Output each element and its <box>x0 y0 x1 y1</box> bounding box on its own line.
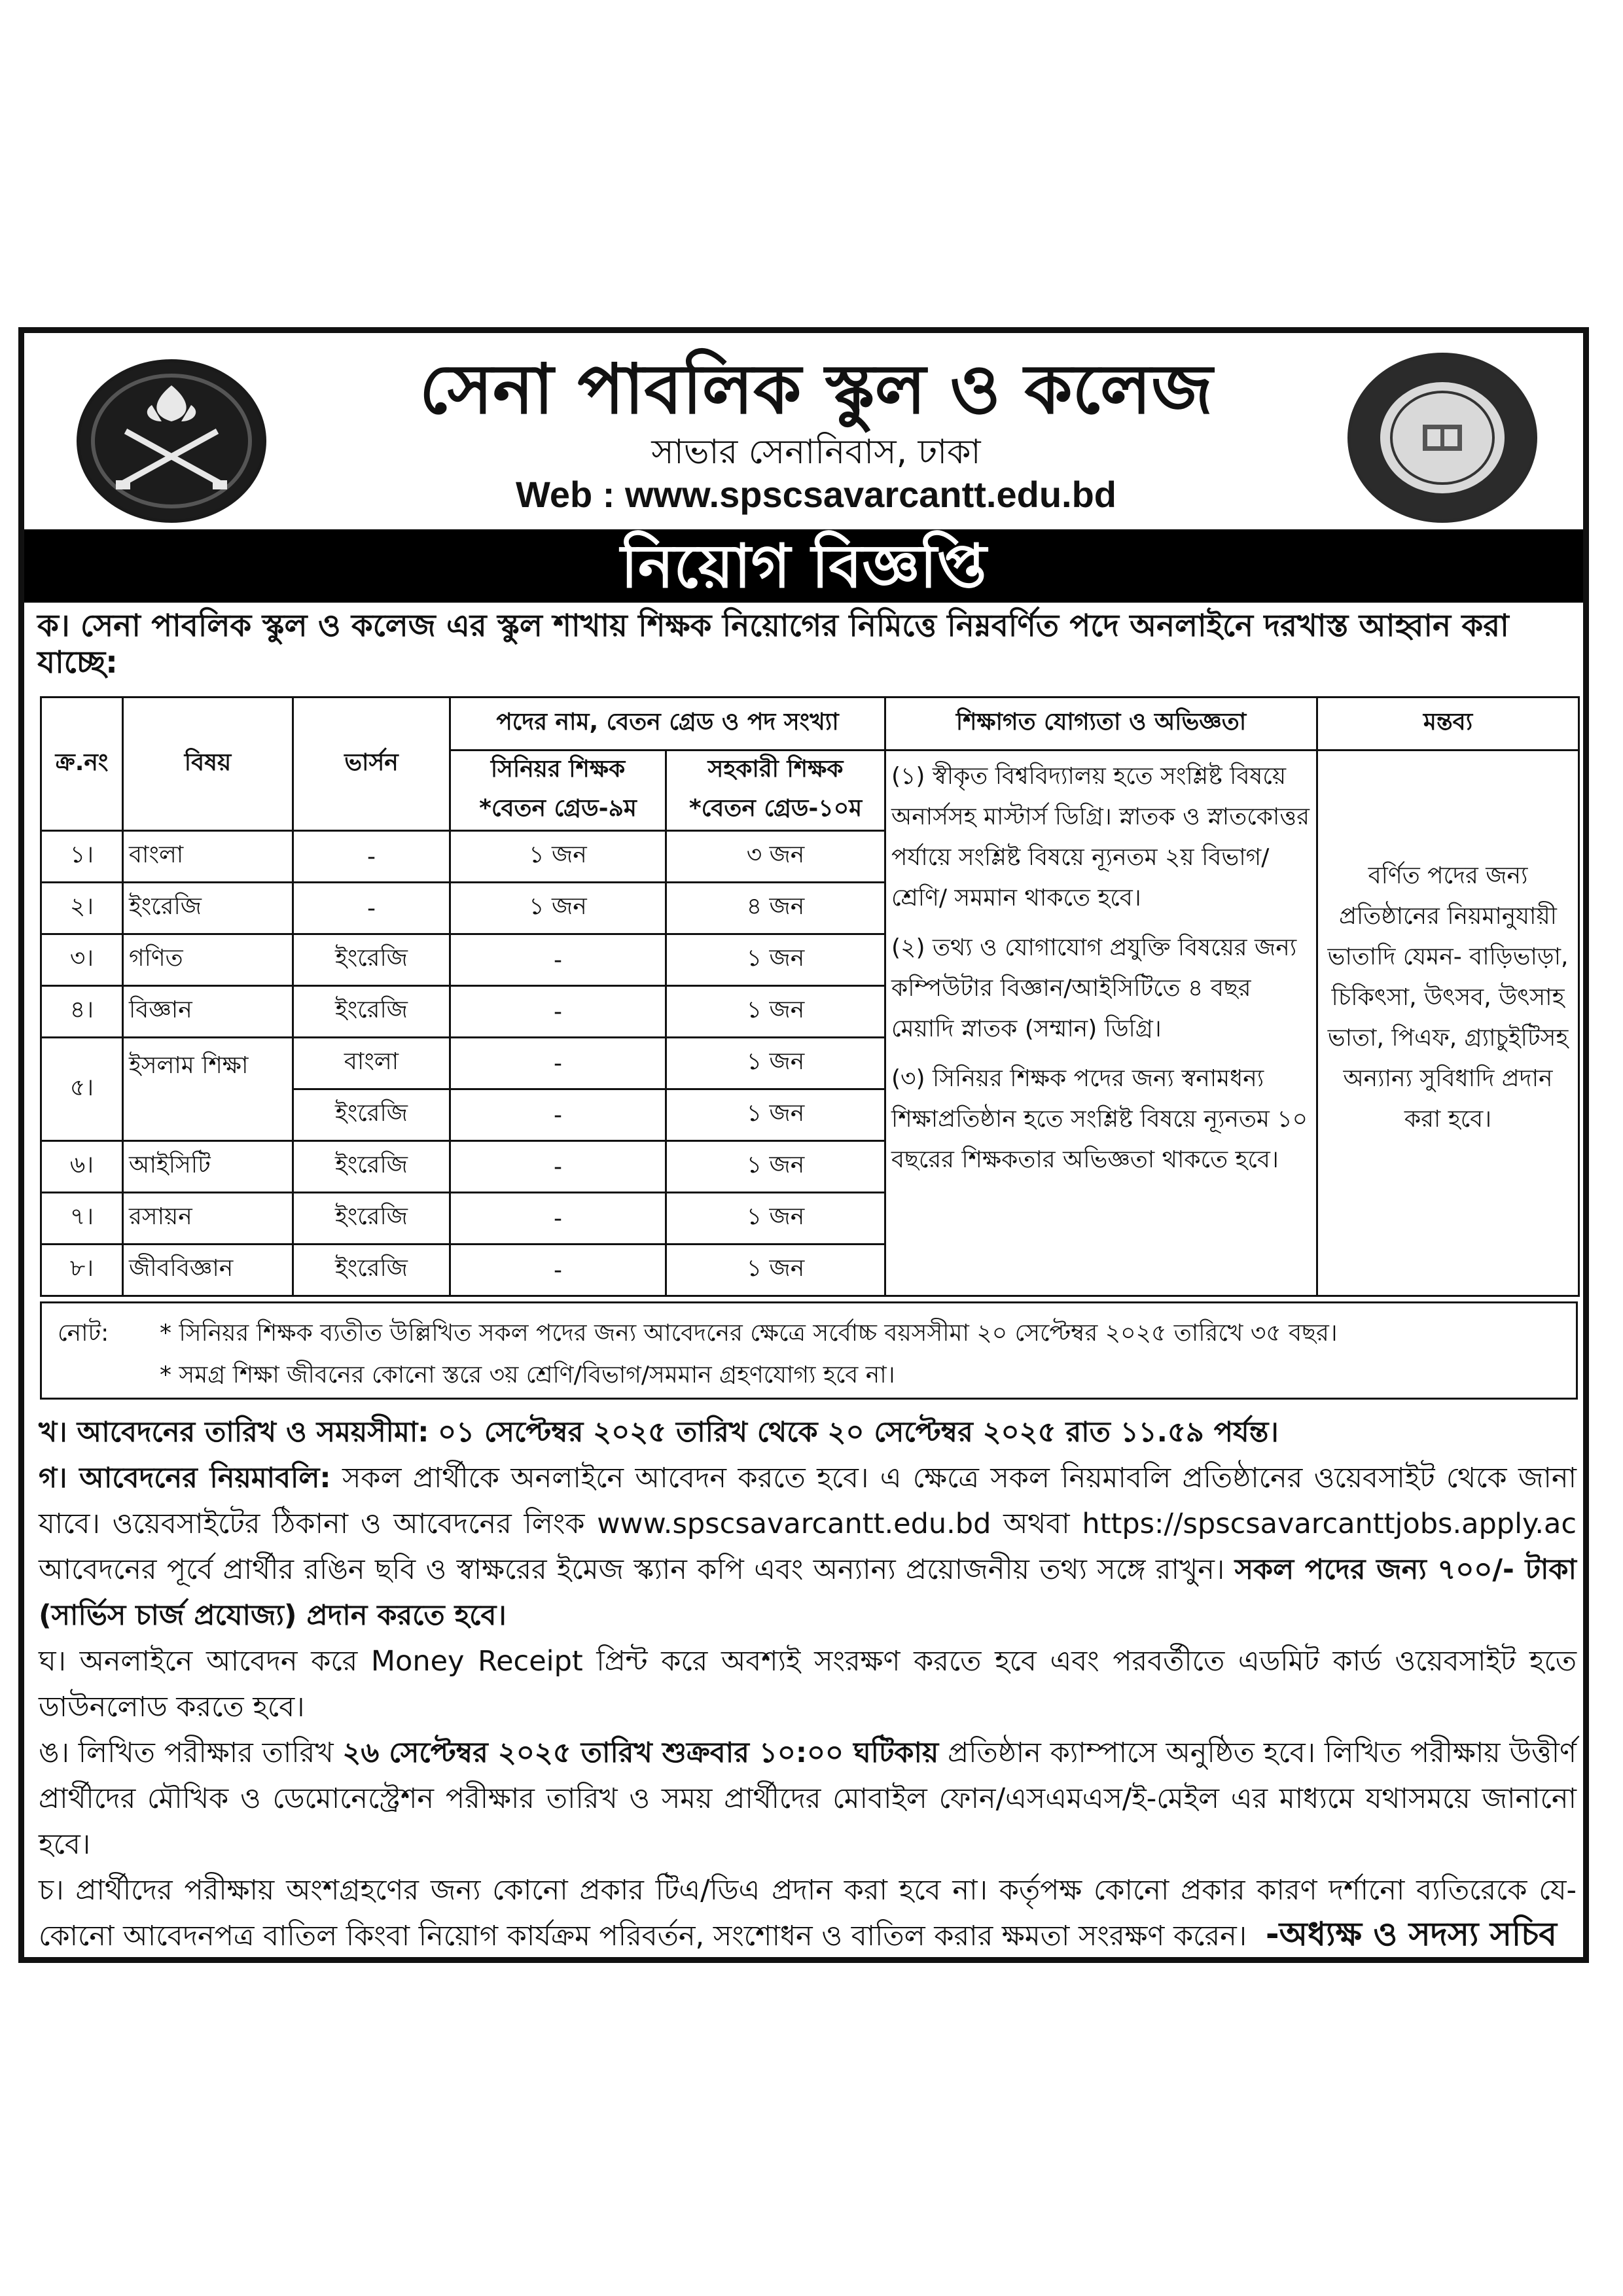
cell-assistant: ১ জন <box>666 934 885 986</box>
instructions-section <box>39 1409 1577 1959</box>
cell-senior: - <box>450 986 666 1038</box>
cell-assistant: ১ জন <box>666 1193 885 1245</box>
cell-serial: ৮। <box>41 1245 123 1296</box>
header-post-group: পদের নাম, বেতন গ্রেড ও পদ সংখ্যা <box>450 698 885 751</box>
cell-serial: ৪। <box>41 986 123 1038</box>
paragraph-application-rules <box>39 1455 1577 1638</box>
cell-serial: ১। <box>41 831 123 883</box>
notice-banner-title: নিয়োগ বিজ্ঞপ্তি <box>24 529 1583 603</box>
vacancy-table-wrapper <box>40 696 1578 1297</box>
cell-version: ইংরেজি <box>293 1245 450 1296</box>
cell-assistant: ১ জন <box>666 1245 885 1296</box>
application-rules-text: সকল প্রার্থীকে অনলাইনে আবেদন করতে হবে। এ ক্ষেত্রে সকল নিয়মাবলি প্রতিষ্ঠানের ওয়েবসাইট থেকে জানা যাবে। ওয়েবসাইটের ঠিকানা ও আবেদনের লিংক www.spscsavarcantt.edu.bd অথবা https://spscsavarcanttjobs.apply.ac আবেদনের পূর্বে প্রার্থীর রঙিন ছবি ও স্বাক্ষরের ইমেজ স্ক্যান কপি এবং অন্যান্য প্রয়োজনীয় তথ্য সঙ্গে রাখুন। <box>39 1462 1577 1586</box>
header-senior-label: সিনিয়র শিক্ষক <box>490 756 626 783</box>
qualification-item: (১) স্বীকৃত বিশ্ববিদ্যালয় হতে সংশ্লিষ্ট বিষয়ে অনার্সসহ মাস্টার্স ডিগ্রি। স্নাতক ও স্নাতকোত্তর পর্যায়ে সংশ্লিষ্ট বিষয়ে ন্যূনতম ২য় বিভাগ/শ্রেণি/ সমমান থাকতে হবে। <box>891 763 1310 911</box>
qualification-cell <box>885 751 1317 1296</box>
notice-frame <box>18 327 1589 1963</box>
cell-senior: ১ জন <box>450 883 666 934</box>
paragraph-money-receipt: ঘ। অনলাইনে আবেদন করে Money Receipt প্রিন্ট করে অবশ্যই সংরক্ষণ করতে হবে এবং পরবর্তীতে এডমিট কার্ড ওয়েবসাইট হতে ডাউনলোড করতে হবে। <box>39 1645 1577 1723</box>
notes-box <box>40 1301 1578 1400</box>
qualification-item: (৩) সিনিয়র শিক্ষক পদের জন্য স্বনামধন্য শিক্ষাপ্রতিষ্ঠান হতে সংশ্লিষ্ট বিষয়ে ন্যূনতম ১০ বছরের শিক্ষকতার অভিজ্ঞতা থাকতে হবে। <box>891 1065 1308 1173</box>
cell-assistant: ৪ জন <box>666 883 885 934</box>
header-remarks: মন্তব্য <box>1317 698 1579 751</box>
cell-senior: - <box>450 934 666 986</box>
cell-version: ইংরেজি <box>293 986 450 1038</box>
note-third-division: * সমগ্র শিক্ষা জীবনের কোনো স্তরে ৩য় শ্রেণি/বিভাগ/সমমান গ্রহণযোগ্য হবে না। <box>160 1362 895 1388</box>
cell-assistant: ৩ জন <box>666 831 885 883</box>
header-senior-teacher <box>450 751 666 831</box>
cell-senior: - <box>450 1089 666 1141</box>
header-serial: ক্র.নং <box>41 698 123 831</box>
cell-serial: ৬। <box>41 1141 123 1193</box>
header-subject: বিষয় <box>123 698 293 831</box>
application-rules-label: গ। আবেদনের নিয়মাবলি: <box>39 1462 331 1494</box>
cell-version: বাংলা <box>293 1038 450 1089</box>
signature-line: -অধ্যক্ষ ও সদস্য সচিব <box>1265 1915 1557 1953</box>
written-exam-date: ২৬ সেপ্টেম্বর ২০২৫ তারিখ শুক্রবার ১০:০০ ঘটিকায় <box>342 1737 939 1769</box>
qualification-item: (২) তথ্য ও যোগাযোগ প্রযুক্তি বিষয়ের জন্য কম্পিউটার বিজ্ঞান/আইসিটিতে ৪ বছর মেয়াদি স্নাতক (সম্মান) ডিগ্রি। <box>891 934 1297 1042</box>
header-assistant-grade: *বেতন গ্রেড-১০ম <box>688 795 863 822</box>
cell-senior: - <box>450 1038 666 1089</box>
cell-serial: ৫। <box>41 1038 123 1141</box>
application-fee-text: সকল পদের জন্য ৭০০/- টাকা (সার্ভিস চার্জ প্রযোজ্য) প্রদান করতে হবে। <box>39 1553 1577 1632</box>
application-date-text: ০১ সেপ্টেম্বর ২০২৫ তারিখ থেকে ২০ সেপ্টেম্বর ২০২৫ রাত ১১.৫৯ পর্যন্ত। <box>438 1416 1279 1449</box>
paragraph-ta-da: চ। প্রার্থীদের পরীক্ষায় অংশগ্রহণের জন্য কোনো প্রকার টিএ/ডিএ প্রদান করা হবে না। কর্তৃপক্ষ কোনো প্রকার কারণ দর্শানো ব্যতিরেকে যে-কোনো আবেদনপত্র বাতিল কিংবা নিয়োগ কার্যক্রম পরিবর্তন, সংশোধন ও বাতিল করার ক্ষমতা সংরক্ষণ করেন। <box>39 1874 1577 1952</box>
cell-version: - <box>293 883 450 934</box>
note-age-limit: * সিনিয়র শিক্ষক ব্যতীত উল্লিখিত সকল পদের জন্য আবেদনের ক্ষেত্রে সর্বোচ্চ বয়সসীমা ২০ সেপ্টেম্বর ২০২৫ তারিখে ৩৫ বছর। <box>160 1320 1338 1347</box>
cell-serial: ৩। <box>41 934 123 986</box>
header-senior-grade: *বেতন গ্রেড-৯ম <box>479 795 637 822</box>
cell-assistant: ১ জন <box>666 1141 885 1193</box>
cell-version: - <box>293 831 450 883</box>
cell-assistant: ১ জন <box>666 1089 885 1141</box>
cell-assistant: ১ জন <box>666 986 885 1038</box>
cell-version: ইংরেজি <box>293 1141 450 1193</box>
cell-subject: জীববিজ্ঞান <box>123 1245 293 1296</box>
cell-senior: - <box>450 1245 666 1296</box>
header-assistant-label: সহকারী শিক্ষক <box>707 756 844 783</box>
cell-subject: আইসিটি <box>123 1141 293 1193</box>
header-qualification: শিক্ষাগত যোগ্যতা ও অভিজ্ঞতা <box>885 698 1317 751</box>
school-name: সেনা পাবলিক স্কুল ও কলেজ <box>419 348 1213 429</box>
school-seal-icon <box>1347 353 1537 523</box>
header-assistant-teacher <box>666 751 885 831</box>
paragraph-application-date <box>39 1409 1577 1455</box>
cell-subject: বাংলা <box>123 831 293 883</box>
intro-paragraph: ক। সেনা পাবলিক স্কুল ও কলেজ এর স্কুল শাখায় শিক্ষক নিয়োগের নিমিত্তে নিম্নবর্ণিত পদে অনলাইনে দরখাস্ত আহ্বান করা যাচ্ছে: <box>37 608 1509 680</box>
cell-version: ইংরেজি <box>293 1193 450 1245</box>
written-exam-text-start: ঙ। লিখিত পরীক্ষার তারিখ <box>39 1737 334 1769</box>
application-date-label: খ। আবেদনের তারিখ ও সময়সীমা: <box>39 1416 429 1449</box>
cell-subject: ইসলাম শিক্ষা <box>123 1038 293 1141</box>
notes-label: নোট: <box>58 1320 109 1347</box>
cell-serial: ৭। <box>41 1193 123 1245</box>
header-version: ভার্সন <box>293 698 450 831</box>
school-website: Web : www.spscsavarcantt.edu.bd <box>515 474 1116 515</box>
cell-subject: রসায়ন <box>123 1193 293 1245</box>
written-exam-text-end: প্রতিষ্ঠান ক্যাম্পাসে অনুষ্ঠিত হবে। লিখিত পরীক্ষায় উত্তীর্ণ প্রার্থীদের মৌখিক ও ডেমোনেস্ট্রেশন পরীক্ষার তারিখ ও সময় প্রার্থীদের মোবাইল ফোন/এসএমএস/ই-মেইল এর মাধ্যমে যথাসময়ে জানানো হবে। <box>39 1737 1577 1861</box>
vacancy-table <box>40 696 1580 1297</box>
cell-assistant: ১ জন <box>666 1038 885 1089</box>
cell-version: ইংরেজি <box>293 1089 450 1141</box>
cell-serial: ২। <box>41 883 123 934</box>
cell-senior: - <box>450 1141 666 1193</box>
cell-subject: ইংরেজি <box>123 883 293 934</box>
cell-subject: বিজ্ঞান <box>123 986 293 1038</box>
notice-header <box>24 333 1583 529</box>
cell-senior: ১ জন <box>450 831 666 883</box>
cell-version: ইংরেজি <box>293 934 450 986</box>
paragraph-written-exam <box>39 1730 1577 1867</box>
army-emblem-icon <box>77 359 266 523</box>
remarks-cell: বর্ণিত পদের জন্য প্রতিষ্ঠানের নিয়মানুযায়ী ভাতাদি যেমন- বাড়িভাড়া, চিকিৎসা, উৎসব, উৎসাহ ভাতা, পিএফ, গ্র্যাচুইটিসহ অন্যান্য সুবিধাদি প্রদান করা হবে। <box>1317 751 1579 1296</box>
cell-subject: গণিত <box>123 934 293 986</box>
cell-senior: - <box>450 1193 666 1245</box>
school-location: সাভার সেনানিবাস, ঢাকা <box>651 433 981 472</box>
